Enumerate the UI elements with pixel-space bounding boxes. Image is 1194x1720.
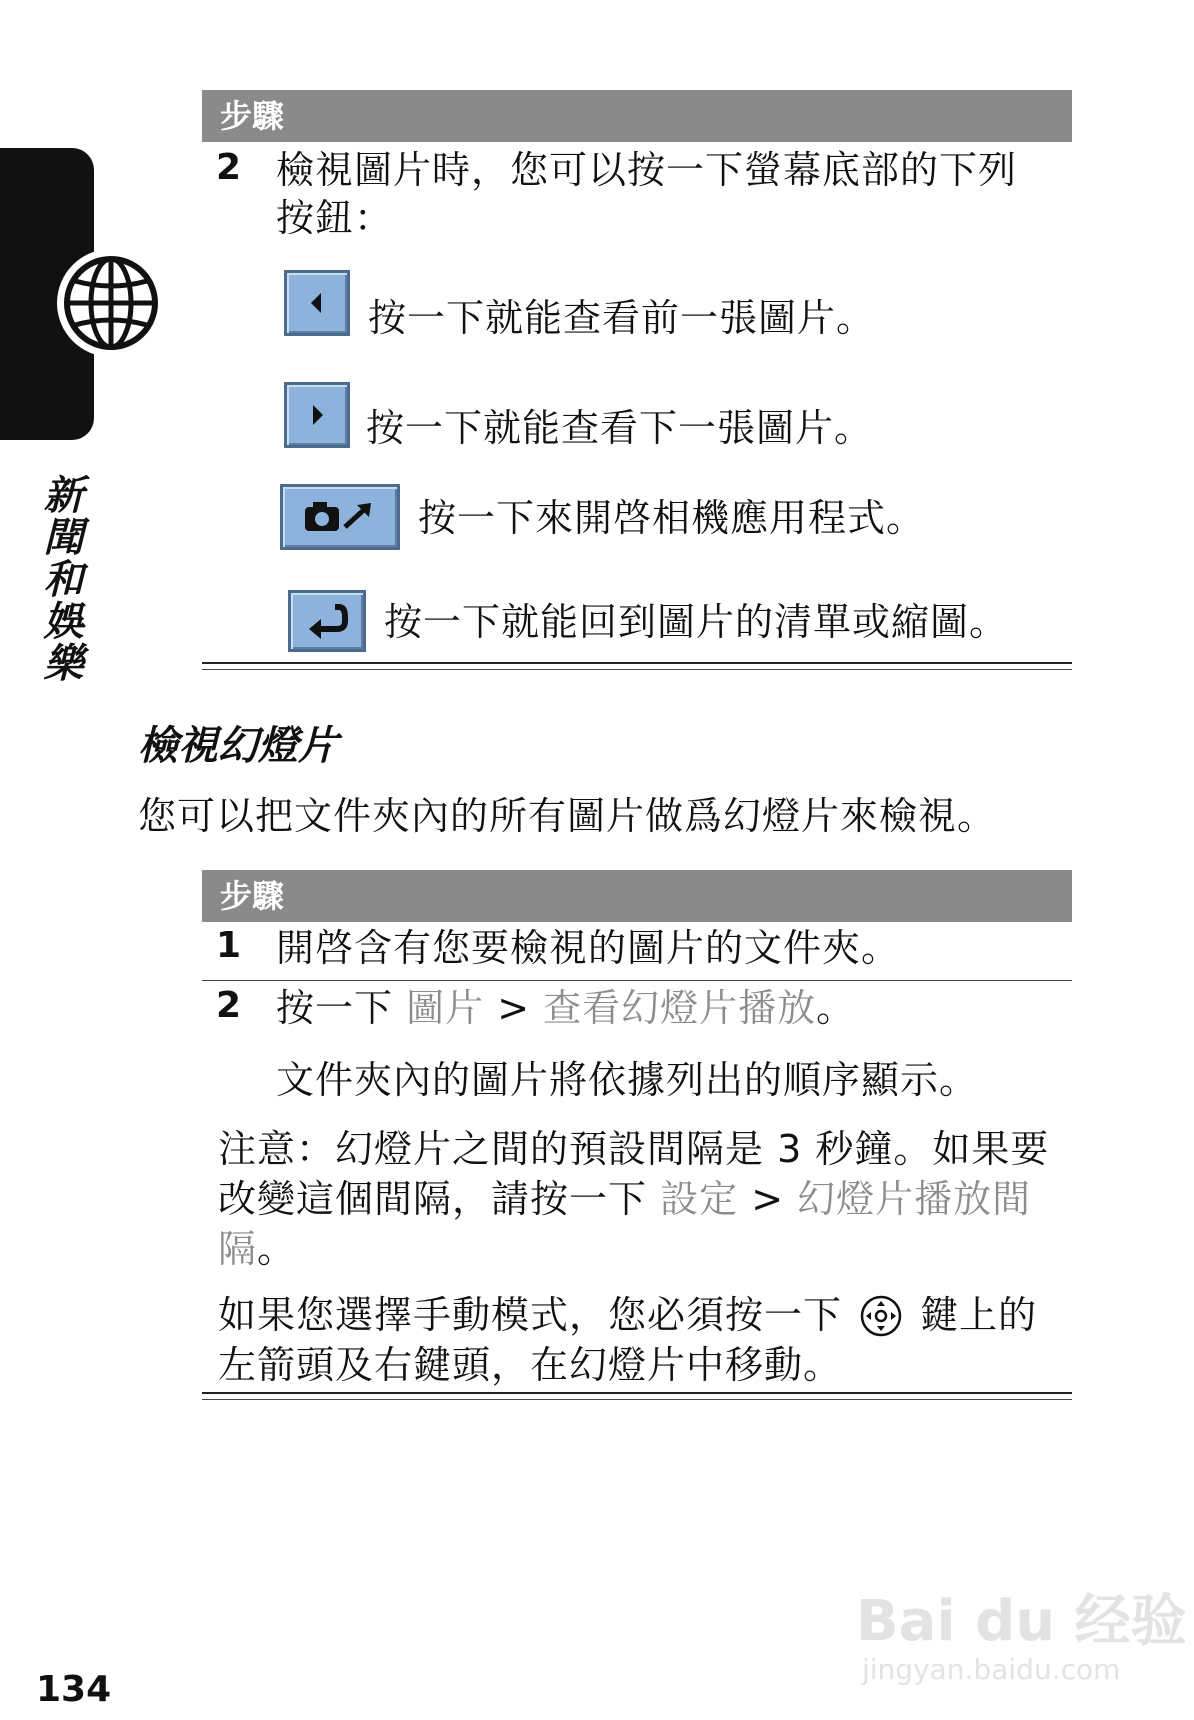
globe-icon (54, 246, 168, 360)
camera-description: 按一下來開啓相機應用程式。 (418, 496, 926, 540)
camera-launch-icon (280, 484, 400, 550)
note-line1 (218, 1124, 1049, 1174)
return-arrow-icon (288, 590, 366, 652)
section-title: 檢視幻燈片 (138, 723, 338, 769)
next-arrow-icon (284, 382, 350, 448)
table-end-rule (202, 1392, 1072, 1394)
step-detail: 文件夾內的圖片將依據列出的順序顯示。 (276, 1058, 979, 1102)
menu-item-pictures: 圖片 (406, 986, 485, 1030)
step-number: 2 (216, 985, 242, 1026)
menu-item-slideshow-interval: 隔 (218, 1227, 258, 1271)
steps-header (202, 870, 1072, 922)
section-label: 新聞和娛樂 (37, 474, 83, 684)
step-number: 2 (216, 147, 242, 188)
steps-header-label: 步驟 (220, 877, 285, 915)
menu-item-settings: 設定 (660, 1177, 739, 1221)
step-divider (202, 980, 1072, 981)
note-label: 注意： (218, 1127, 336, 1171)
manual-line1 (218, 1290, 1037, 1340)
page-number: 134 (36, 1669, 112, 1710)
next-description: 按一下就能查看下一張圖片。 (366, 406, 874, 450)
manual-text: 鍵上的 (907, 1293, 1038, 1337)
section-intro: 您可以把文件夾內的所有圖片做爲幻燈片來檢視。 (138, 794, 997, 838)
step-number: 1 (216, 925, 242, 966)
step-text: 開啓含有您要檢視的圖片的文件夾。 (276, 926, 901, 970)
step-text-suffix: 。 (816, 986, 856, 1030)
note-text: 。 (257, 1227, 297, 1271)
step-text-line2: 按鈕： (276, 196, 394, 240)
nav-key-icon (859, 1294, 903, 1338)
menu-item-slideshow-interval: 幻燈片播放間 (797, 1177, 1032, 1221)
menu-item-view-slideshow: 查看幻燈片播放 (543, 986, 817, 1030)
manual-line2: 左箭頭及右鍵頭，在幻燈片中移動。 (218, 1343, 843, 1387)
step-text (276, 984, 855, 1032)
previous-arrow-icon (284, 270, 350, 336)
steps-header-label: 步驟 (220, 97, 285, 135)
step-text-prefix: 按一下 (276, 986, 407, 1030)
note-text: 改變這個間隔，請按一下 (218, 1177, 661, 1221)
return-description: 按一下就能回到圖片的清單或縮圖。 (384, 600, 1009, 644)
watermark-url: jingyan.baidu.com (862, 1653, 1121, 1686)
note-text: 幻燈片之間的預設間隔是 3 秒鐘。如果要 (335, 1127, 1050, 1171)
menu-separator: > (738, 1177, 798, 1221)
table-end-rule (202, 662, 1072, 664)
note-line3 (218, 1224, 296, 1274)
menu-separator: > (484, 986, 544, 1030)
table-end-rule (202, 669, 1072, 670)
previous-description: 按一下就能查看前一張圖片。 (368, 296, 876, 340)
table-end-rule (202, 1399, 1072, 1400)
manual-text: 如果您選擇手動模式，您必須按一下 (218, 1293, 856, 1337)
note-line2 (218, 1174, 1031, 1224)
steps-header (202, 90, 1072, 142)
watermark-logo: Bai du 经验 (856, 1589, 1187, 1654)
step-text-line1: 檢視圖片時，您可以按一下螢幕底部的下列 (276, 148, 1018, 192)
